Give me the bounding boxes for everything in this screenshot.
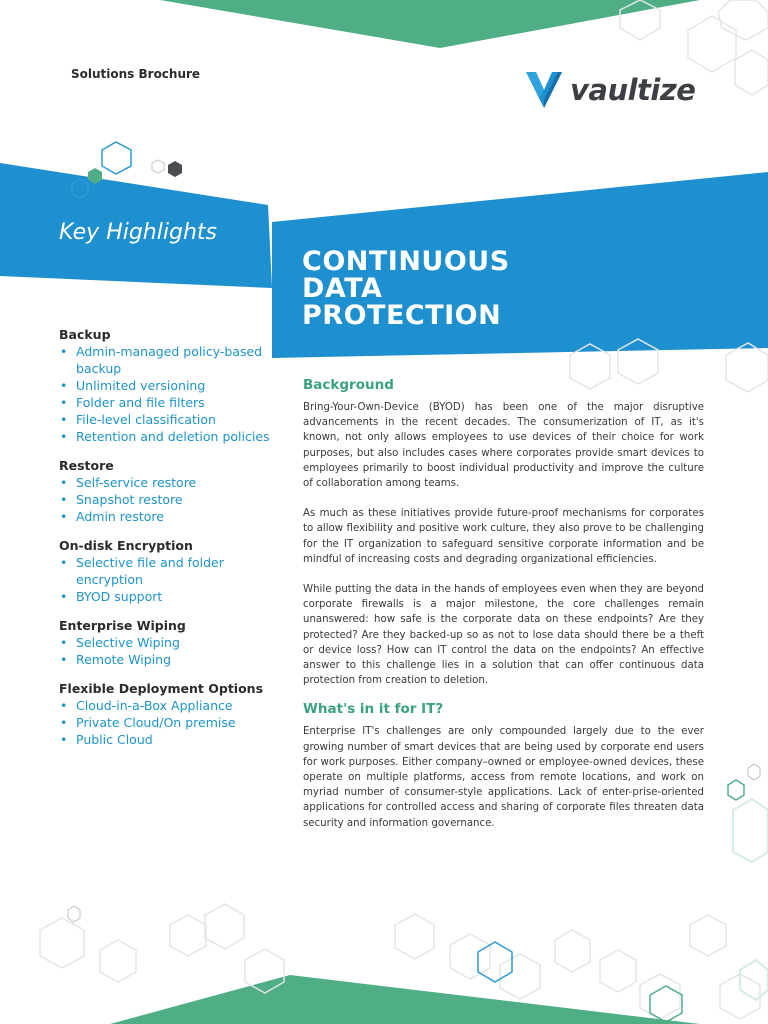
background-heading: Background — [303, 377, 394, 393]
list-item: • Admin restore — [59, 508, 279, 525]
list-item: • File-level classification — [59, 411, 279, 428]
hexagon-accent-pattern — [733, 799, 768, 1000]
group-items — [59, 697, 279, 748]
group-heading: Enterprise Wiping — [59, 618, 186, 633]
vaultize-logo-icon — [522, 68, 566, 112]
highlight-group-backup — [59, 326, 279, 445]
group-items — [59, 474, 279, 525]
highlight-group-restore — [59, 457, 279, 525]
list-item: • Folder and file filters — [59, 394, 279, 411]
vaultize-logo — [522, 68, 695, 112]
highlight-group-encryption — [59, 537, 279, 605]
group-heading: Restore — [59, 458, 114, 473]
list-item: • Admin-managed policy-based backup — [59, 343, 279, 377]
hexagon-small-outline-2 — [68, 906, 80, 922]
key-highlights-title: Key Highlights — [59, 220, 217, 245]
group-items — [59, 554, 279, 605]
list-item: • Unlimited versioning — [59, 377, 279, 394]
hexagon-small-outline — [152, 160, 164, 173]
list-item: • Selective Wiping — [59, 634, 279, 651]
group-heading: On-disk Encryption — [59, 538, 193, 553]
whats-in-it-heading: What's in it for IT? — [303, 701, 444, 718]
whats-in-it-paragraph: Enterprise IT's challenges are only compounded largely due to the ever growing number of smart devices that are being used by corporate end users for work purposes. Either company–owned or employee-owned devices, these operate on multiple platforms, access from remote locations, and work on myriad number of consumer-style applications. Lack of enter-prise-oriented applications for controlled access and sharing of corporate files threaten data security and information governance. — [303, 726, 704, 829]
logo-text: vaultize — [570, 73, 696, 107]
group-items — [59, 634, 279, 668]
list-item: • Public Cloud — [59, 731, 279, 748]
bottom-green-banner — [110, 975, 700, 1024]
top-green-banner — [160, 0, 700, 48]
group-items — [59, 343, 279, 445]
background-paragraph: As much as these initiatives provide future-proof mechanisms for corporates to allow flexibility and positive work culture, they also prove to be challenging for the IT organization to safeguard sensitive corporate information and be mindful of increasing costs and degrading organizational efficiencies. — [303, 508, 704, 565]
hexagon-small-outline-3 — [748, 764, 760, 780]
list-item: • Cloud-in-a-Box Appliance — [59, 697, 279, 714]
list-item: • Private Cloud/On premise — [59, 714, 279, 731]
brochure-label: Solutions Brochure — [71, 67, 201, 81]
list-item: • Remote Wiping — [59, 651, 279, 668]
hexagon-dark — [168, 161, 182, 177]
background-paragraph: Bring-Your-Own-Device (BYOD) has been one of the major disruptive advancements in the recent decades. The consumerization of IT, as it's known, not only allows employees to use devices of their choice for work purposes, but also includes cases where corporates provide smart devices to employees primarily to boost individual productivity and improve the culture of collaboration among teams. — [303, 402, 704, 490]
page-title — [302, 248, 602, 329]
title-line-3: PROTECTION — [302, 300, 502, 331]
list-item: • Snapshot restore — [59, 491, 279, 508]
group-heading: Backup — [59, 327, 111, 342]
title-line-1: CONTINUOUS — [302, 246, 510, 277]
group-heading: Flexible Deployment Options — [59, 681, 264, 696]
list-item: • Retention and deletion policies — [59, 428, 279, 445]
main-content — [303, 376, 704, 846]
list-item: • Self-service restore — [59, 474, 279, 491]
highlights-sidebar — [59, 326, 279, 760]
list-item: • BYOD support — [59, 588, 279, 605]
title-line-2: DATA — [302, 273, 383, 304]
background-paragraph: While putting the data in the hands of employees even when they are beyond corporate firewalls is a major milestone, the core challenges remain unanswered: how safe is the corporate data on these endpoints? Are they protected? Are they backed-up so as not to lose data should there be a theft or device loss? How can IT control the data on the endpoints? An effective answer to this challenge lies in a solution that can offer continuous data protection from creation to deletion. — [303, 584, 704, 687]
highlight-group-wiping — [59, 617, 279, 668]
list-item: • Selective file and folder encryption — [59, 554, 279, 588]
highlight-group-deployment — [59, 680, 279, 748]
